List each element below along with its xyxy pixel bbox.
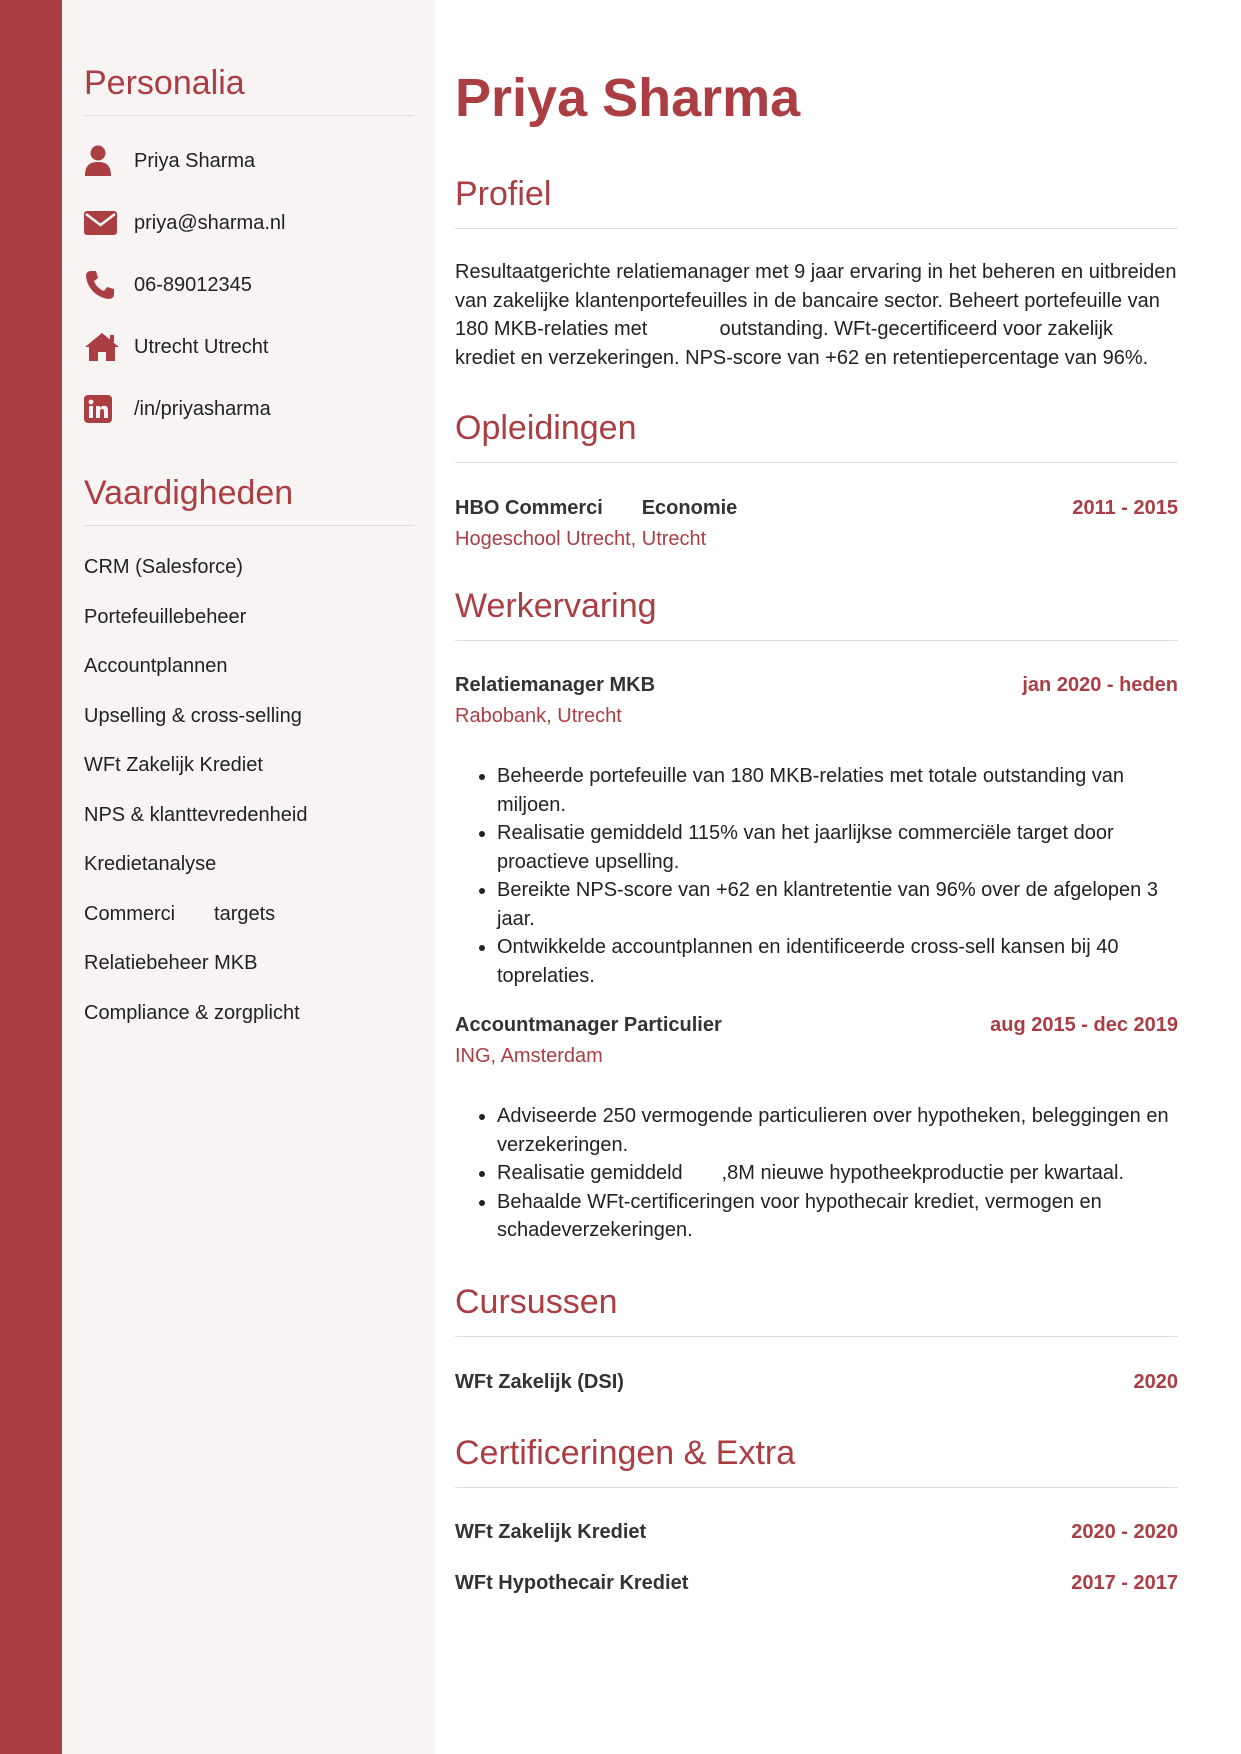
education-school: Hogeschool Utrecht, Utrecht <box>455 528 707 550</box>
course-title: WFt Zakelijk (DSI) <box>455 1370 624 1393</box>
contact-list <box>84 130 414 440</box>
accent-bar <box>0 0 62 1754</box>
job-bullet: • Ontwikkelde accountplannen en identificeerde cross-sell kansen bij 40 toprelaties. <box>497 933 1178 990</box>
skill-item: Relatiebeheer MKB <box>84 952 258 975</box>
certification-entry <box>455 1572 1178 1595</box>
skill-item: Commerci targets <box>84 902 276 925</box>
contact-name <box>84 130 414 192</box>
skill-item: Portefeuillebeheer <box>84 605 247 628</box>
contact-email[interactable] <box>84 192 414 254</box>
job-bullets <box>455 762 1178 990</box>
job-bullet: • Bereikte NPS-score van +62 en klantretentie van 96% over de afgelopen 3 jaar. <box>497 876 1178 933</box>
personalia-heading: Personalia <box>84 64 414 116</box>
main-content <box>435 0 1241 1754</box>
user-icon <box>84 145 134 177</box>
skill-item: WFt Zakelijk Krediet <box>84 754 263 777</box>
contact-name-text: Priya Sharma <box>134 149 256 172</box>
job-bullets <box>455 1102 1178 1245</box>
profiel-heading: Profiel <box>455 175 1178 229</box>
education-date: 2011 - 2015 <box>1072 497 1178 519</box>
skills-heading: Vaardigheden <box>84 474 414 526</box>
course-date: 2020 <box>1133 1370 1178 1393</box>
skill-item: NPS & klanttevredenheid <box>84 803 308 826</box>
job-date: aug 2015 - dec 2019 <box>990 1014 1178 1036</box>
contact-phone[interactable] <box>84 254 414 316</box>
job-entry <box>455 1014 1178 1245</box>
skill-item: Compliance & zorgplicht <box>84 1001 300 1024</box>
job-title: Accountmanager Particulier <box>455 1014 722 1036</box>
contact-address <box>84 316 414 378</box>
certification-title: WFt Zakelijk Krediet <box>455 1520 647 1543</box>
contact-linkedin-text[interactable]: /in/priyasharma <box>134 397 271 420</box>
contact-email-text[interactable]: priya@sharma.nl <box>134 211 286 234</box>
job-bullet: • Behaalde WFt-certificeringen voor hypothecair krediet, vermogen en schadeverzekeringen. <box>497 1188 1178 1245</box>
job-bullet: • Beheerde portefeuille van 180 MKB-relaties met totale outstanding van miljoen. <box>497 762 1178 819</box>
sidebar <box>62 0 435 1754</box>
course-entry <box>455 1371 1178 1394</box>
job-employer: ING, Amsterdam <box>455 1045 603 1067</box>
skill-item: CRM (Salesforce) <box>84 556 243 579</box>
job-bullet: • Realisatie gemiddeld 115% van het jaarlijkse commerciële target door proactieve upselling. <box>497 819 1178 876</box>
phone-icon <box>84 269 134 301</box>
contact-phone-text[interactable]: 06-89012345 <box>134 273 252 296</box>
job-entry <box>455 674 1178 990</box>
profiel-text: Resultaatgerichte relatiemanager met 9 jaar ervaring in het beheren en uitbreiden van zakelijke klantenportefeuilles in de bancaire sector. Beheert portefeuille van 180 MKB-relaties met outstanding. WFt-gecertificeerd voor zakelijk krediet en verzekeringen. NPS-score van +62 en retentiepercentage van 96%. <box>455 261 1183 369</box>
home-icon <box>84 332 134 362</box>
werkervaring-heading: Werkervaring <box>455 587 1178 641</box>
cursussen-heading: Cursussen <box>455 1283 1178 1337</box>
certification-date: 2017 - 2017 <box>1071 1571 1178 1594</box>
certification-date: 2020 - 2020 <box>1071 1520 1178 1543</box>
education-entry <box>455 497 1178 551</box>
envelope-icon <box>84 211 134 235</box>
skill-item: Upselling & cross-selling <box>84 704 302 727</box>
skill-item: Accountplannen <box>84 655 228 678</box>
contact-linkedin[interactable] <box>84 378 414 440</box>
linkedin-icon <box>84 395 134 423</box>
candidate-name: Priya Sharma <box>455 68 801 128</box>
skill-item: Kredietanalyse <box>84 853 217 876</box>
certification-title: WFt Hypothecair Krediet <box>455 1571 689 1594</box>
skill-list <box>84 543 414 1038</box>
job-bullet: • Adviseerde 250 vermogende particulieren over hypotheken, beleggingen en verzekeringen. <box>497 1102 1178 1159</box>
job-employer: Rabobank, Utrecht <box>455 705 622 727</box>
certificeringen-heading: Certificeringen & Extra <box>455 1434 1178 1488</box>
opleidingen-heading: Opleidingen <box>455 409 1178 463</box>
job-bullet: • Realisatie gemiddeld ,8M nieuwe hypotheekproductie per kwartaal. <box>497 1159 1178 1188</box>
contact-address-text: Utrecht Utrecht <box>134 335 269 358</box>
education-title: HBO Commerci Economie <box>455 497 738 519</box>
job-date: jan 2020 - heden <box>1022 674 1178 696</box>
job-title: Relatiemanager MKB <box>455 674 656 696</box>
certification-entry <box>455 1521 1178 1544</box>
